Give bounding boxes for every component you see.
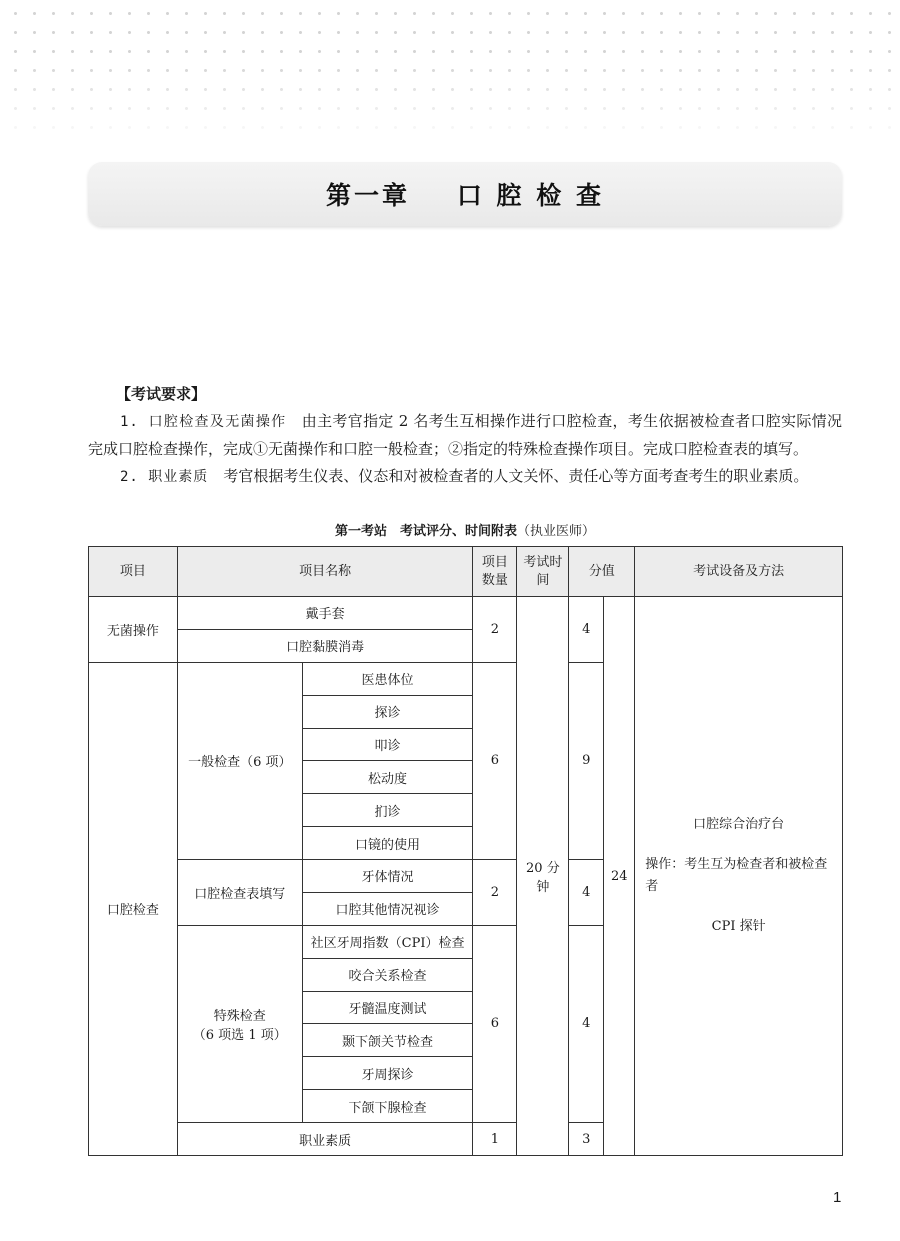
exam-requirements: [88, 381, 842, 491]
header-count: 项目数量: [473, 547, 517, 597]
equipment-line: 操作：考生互为检查者和被检查者: [645, 857, 828, 894]
requirement-title: 1. 口腔检查及无菌操作: [120, 414, 287, 430]
general-item: 探诊: [302, 695, 473, 728]
special-label: [177, 925, 302, 1122]
requirement-text: 考官根据考生仪表、仪态和对被检查者的人文关怀、责任心等方面考查考生的职业素质。: [223, 467, 809, 485]
special-item: 下颌下腺检查: [302, 1090, 473, 1123]
general-score: 9: [569, 662, 604, 859]
quality-label: 职业素质: [177, 1123, 473, 1156]
oral-label: 口腔检查: [89, 662, 178, 1155]
general-item: 口镜的使用: [302, 827, 473, 860]
form-item: 口腔其他情况视诊: [302, 892, 473, 925]
special-item: 社区牙周指数（CPI）检查: [302, 925, 473, 958]
requirement-item: [88, 408, 842, 463]
general-label: 一般检查（6 项）: [177, 662, 302, 859]
requirement-text: 由主考官指定 2 名考生互相操作进行口腔检查，考生依据被检查者口腔实际情况完成口腔检查操作，完成①无菌操作和口腔一般检查；②指定的特殊检查操作项目。完成口腔检查表的填写。: [88, 412, 842, 458]
special-label-line: 特殊检查: [213, 1008, 266, 1024]
quality-count: 1: [473, 1123, 517, 1156]
header-name: 项目名称: [177, 547, 473, 597]
requirement-title: 2. 职业素质: [120, 469, 209, 485]
special-item: 牙周探诊: [302, 1057, 473, 1090]
aseptic-score: 4: [569, 597, 604, 663]
header-score: 分值: [569, 547, 635, 597]
form-count: 2: [473, 860, 517, 926]
general-item: 叩诊: [302, 728, 473, 761]
aseptic-label: 无菌操作: [89, 597, 178, 663]
special-score: 4: [569, 925, 604, 1122]
chapter-title: 第一章 口 腔 检 查: [326, 181, 604, 210]
form-item: 牙体情况: [302, 860, 473, 893]
requirements-heading: 【考试要求】: [116, 385, 207, 403]
special-item: 咬合关系检查: [302, 958, 473, 991]
page-number: 1: [833, 1189, 842, 1206]
general-count: 6: [473, 662, 517, 859]
header-time: 考试时间: [517, 547, 569, 597]
special-label-line: （6 项选 1 项）: [192, 1027, 287, 1043]
equipment-line: 口腔综合治疗台: [693, 817, 785, 832]
general-item: 松动度: [302, 761, 473, 794]
general-item: 医患体位: [302, 662, 473, 695]
form-score: 4: [569, 860, 604, 926]
total-score: 24: [604, 597, 635, 1156]
table-caption: [88, 520, 842, 539]
equipment-cell: [635, 597, 843, 1156]
table-row: [89, 597, 843, 630]
special-item: 颞下颌关节检查: [302, 1024, 473, 1057]
header-item: 项目: [89, 547, 178, 597]
table-caption-title: 第一考站 考试评分、时间附表: [334, 524, 517, 539]
exam-time: 20 分钟: [517, 597, 569, 1156]
form-label: 口腔检查表填写: [177, 860, 302, 926]
table-header-row: [89, 547, 843, 597]
special-item: 牙髓温度测试: [302, 991, 473, 1024]
table-caption-note: （执业医师）: [517, 524, 596, 539]
score-table: [88, 546, 843, 1156]
aseptic-count: 2: [473, 597, 517, 663]
general-item: 扪诊: [302, 794, 473, 827]
requirement-item: [88, 463, 842, 491]
aseptic-item: 口腔黏膜消毒: [177, 629, 473, 662]
aseptic-item: 戴手套: [177, 597, 473, 630]
special-count: 6: [473, 925, 517, 1122]
quality-score: 3: [569, 1123, 604, 1156]
header-equipment: 考试设备及方法: [635, 547, 843, 597]
chapter-banner: [88, 162, 842, 226]
equipment-line: CPI 探针: [711, 919, 766, 934]
